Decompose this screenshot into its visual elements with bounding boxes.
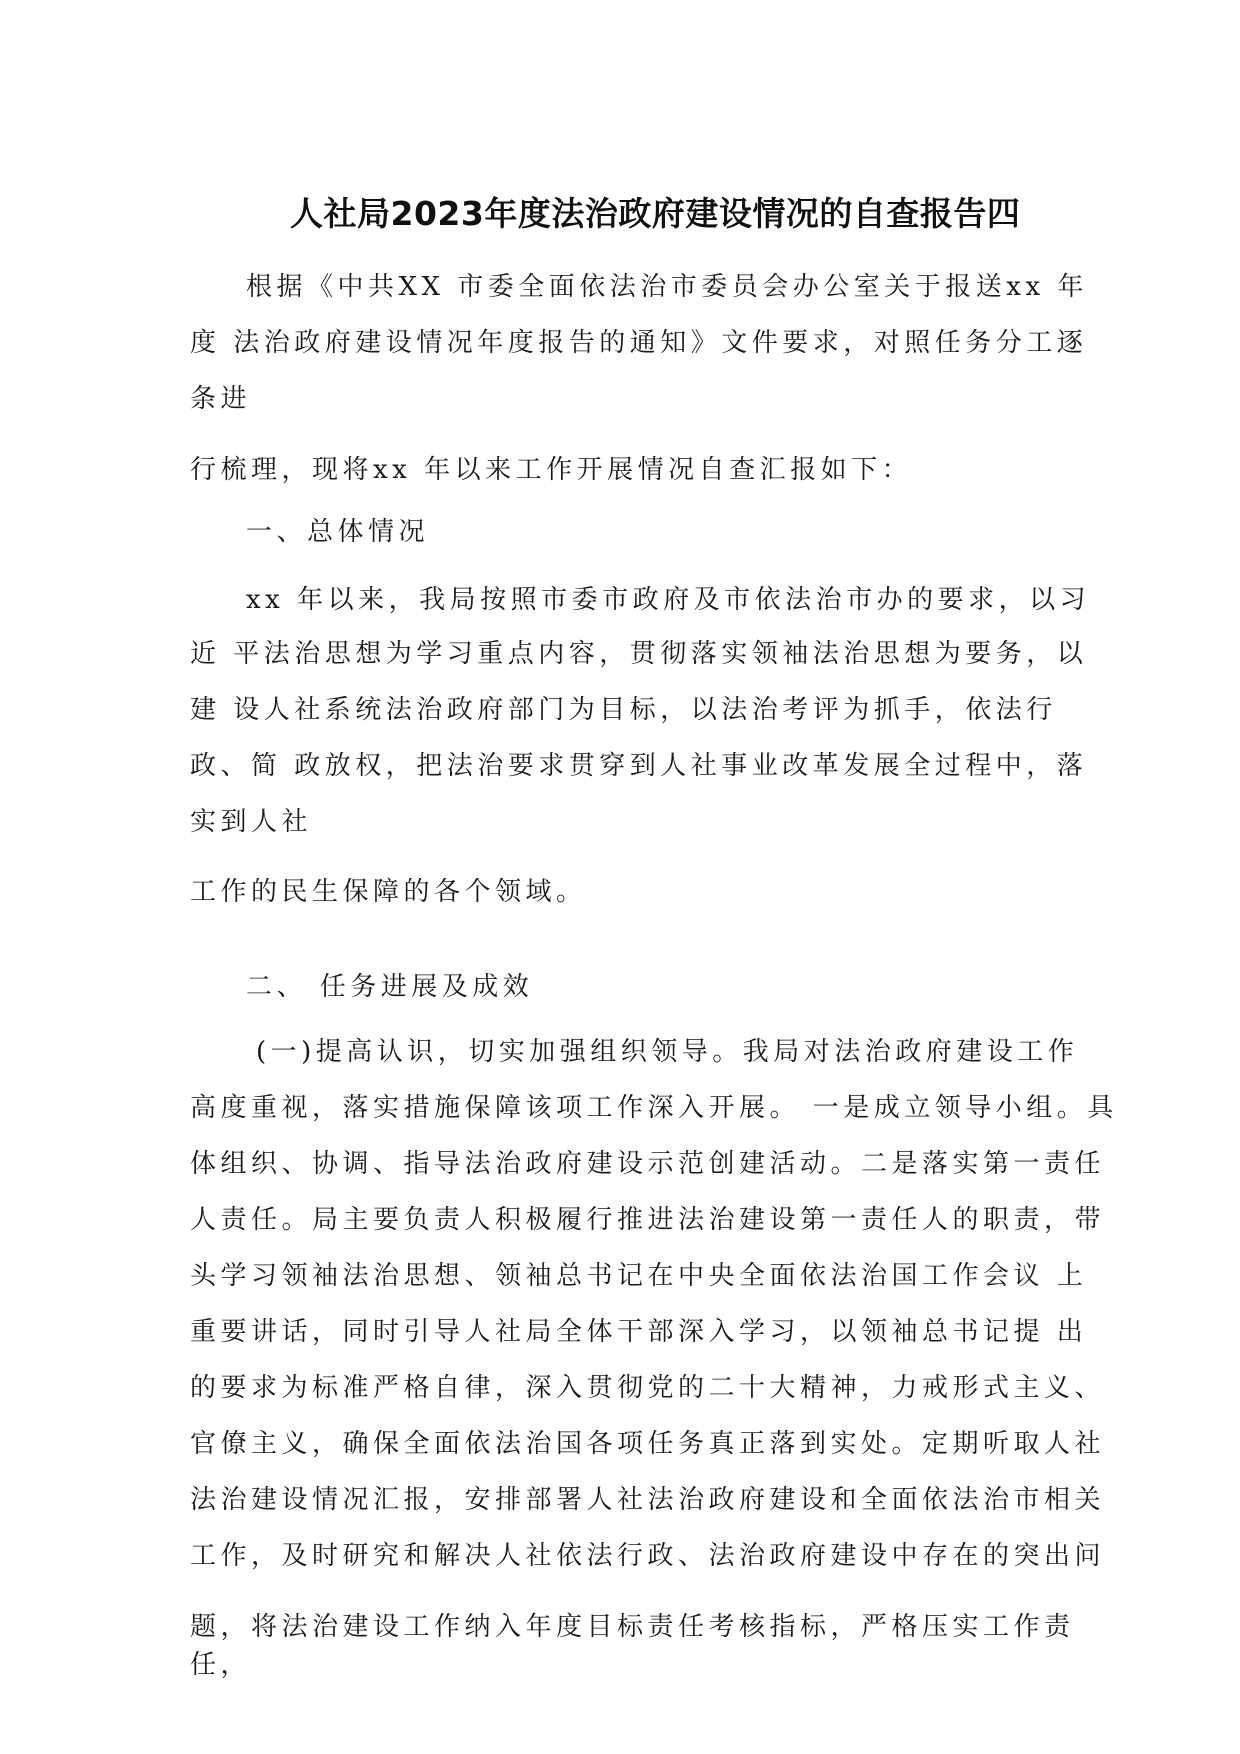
paragraph-line: xx 年以来，我局按照市委市政府及市依法治市办的要求，以习	[246, 585, 1091, 615]
paragraph-line: 政、简 政放权，把法治要求贯穿到人社事业改革发展全过程中，落	[190, 751, 1088, 781]
paragraph-line: 官僚主义，确保全面依法治国各项任务真正落到实处。定期听取人社	[190, 1429, 1106, 1459]
paragraph-line: 题，将法治建设工作纳入年度目标责任考核指标，严格压实工作责	[190, 1612, 1075, 1642]
section-heading: 二、 任务进展及成效	[246, 972, 534, 1002]
document-title: 人社局2023年度法治政府建设情况的自查报告四	[290, 194, 1021, 233]
paragraph-line: 度 法治政府建设情况年度报告的通知》文件要求，对照任务分工逐	[190, 328, 1088, 358]
paragraph-line: 任，	[190, 1650, 252, 1680]
paragraph-line: 法治建设情况汇报，安排部署人社法治政府建设和全面依法治市相关	[190, 1485, 1106, 1515]
paragraph-line: 高度重视，落实措施保障该项工作深入开展。 一是成立领导小组。具	[190, 1093, 1118, 1123]
paragraph-line: 建 设人社系统法治政府部门为目标，以法治考评为抓手，依法行	[190, 695, 1057, 725]
paragraph-line: 重要讲话，同时引导人社局全体干部深入学习，以领袖总书记提 出	[190, 1317, 1088, 1347]
paragraph-line: 条进	[190, 384, 252, 414]
paragraph-line: (一)提高认识，切实加强组织领导。我局对法治政府建设工作	[256, 1037, 1079, 1067]
paragraph-line: 行梳理，现将xx 年以来工作开展情况自查汇报如下：	[190, 455, 913, 485]
section-heading: 一、总体情况	[246, 517, 430, 547]
paragraph-line: 实到人社	[190, 807, 313, 837]
paragraph-line: 头学习领袖法治思想、领袖总书记在中央全面依法治国工作会议 上	[190, 1261, 1088, 1291]
paragraph-line: 人责任。局主要负责人积极履行推进法治建设第一责任人的职责，带	[190, 1205, 1106, 1235]
paragraph-line: 工作，及时研究和解决人社依法行政、法治政府建设中存在的突出问	[190, 1541, 1106, 1571]
paragraph-line: 近 平法治思想为学习重点内容，贯彻落实领袖法治思想为要务，以	[190, 639, 1088, 669]
paragraph-line: 根据《中共XX 市委全面依法治市委员会办公室关于报送xx 年	[246, 272, 1088, 302]
paragraph-line: 的要求为标准严格自律，深入贯彻党的二十大精神，力戒形式主义、	[190, 1373, 1106, 1403]
paragraph-line: 工作的民生保障的各个领域。	[190, 877, 587, 907]
paragraph-line: 体组织、协调、指导法治政府建设示范创建活动。二是落实第一责任	[190, 1149, 1106, 1179]
